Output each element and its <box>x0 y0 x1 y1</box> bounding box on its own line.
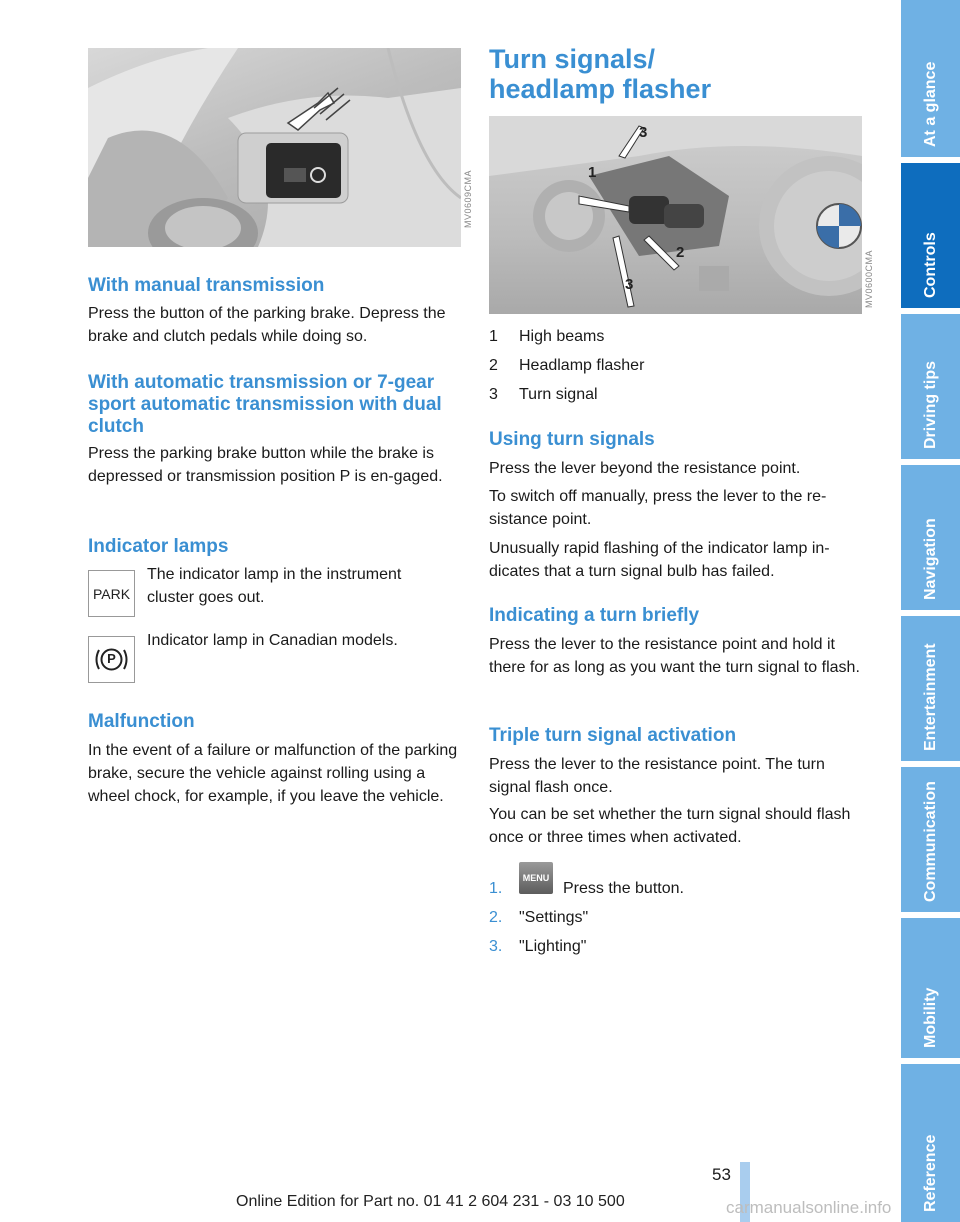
step-3: 3. "Lighting" <box>489 938 587 955</box>
manual-transmission-text: Press the button of the parking brake. Depress the brake and clutch pedals while doing so. <box>88 305 446 345</box>
step-2: 2. "Settings" <box>489 909 589 926</box>
section-title <box>489 44 711 104</box>
tab-communication[interactable]: Communication <box>901 767 960 912</box>
legend-item: 2 Headlamp flasher <box>489 357 645 374</box>
turn-signal-lever-photo <box>489 116 862 314</box>
canadian-brake-indicator-icon <box>88 636 135 683</box>
edition-line: Online Edition for Part no. 01 41 2 604 231 - 03 10 500 <box>236 1193 625 1210</box>
using-p2: To switch off manually, press the lever to the re-sistance point. <box>489 488 827 528</box>
park-indicator-icon <box>88 570 135 617</box>
lever-illustration <box>489 116 862 314</box>
photo-label-2: 2 <box>676 244 685 261</box>
photo-label-3-bottom: 3 <box>625 276 634 293</box>
step-1: 1. <box>489 880 503 897</box>
using-p3: Unusually rapid flashing of the indicator lamp in-dicates that a turn signal bulb has failed. <box>489 540 830 580</box>
automatic-transmission-heading: With automatic transmission or 7-gear sport automatic transmission with dual clutch <box>88 372 442 437</box>
malfunction-heading: Malfunction <box>88 711 195 732</box>
legend-item: 1 High beams <box>489 328 605 345</box>
manual-transmission-heading: With manual transmission <box>88 275 325 296</box>
indicating-briefly-heading: Indicating a turn briefly <box>489 605 700 626</box>
triple-p2: You can be set whether the turn signal should flash once or three times when activated. <box>489 806 851 846</box>
menu-button-icon <box>519 862 553 894</box>
menu-icon-label: MENU <box>522 873 550 883</box>
watermark: carmanualsonline.info <box>726 1198 892 1217</box>
title-line-2: headlamp flasher <box>489 74 712 104</box>
tab-controls[interactable]: Controls <box>901 163 960 308</box>
using-p1: Press the lever beyond the resistance point. <box>489 460 801 477</box>
tab-entertainment[interactable]: Entertainment <box>901 616 960 761</box>
photo-label-1: 1 <box>588 164 597 181</box>
title-line-1: Turn signals/ <box>489 44 656 74</box>
tab-reference[interactable]: Reference <box>901 1064 960 1222</box>
tab-driving-tips[interactable]: Driving tips <box>901 314 960 459</box>
photo-label-3-top: 3 <box>639 124 648 141</box>
tab-mobility[interactable]: Mobility <box>901 918 960 1058</box>
park-icon-label: PARK <box>92 585 131 602</box>
park-indicator-text: The indicator lamp in the instrument cluster goes out. <box>147 566 402 606</box>
tab-at-a-glance[interactable]: At a glance <box>901 0 960 157</box>
briefly-text: Press the lever to the resistance point and hold it there for as long as you want the turn signal to flash. <box>489 636 860 676</box>
triple-p1: Press the lever to the resistance point. The turn signal flash once. <box>489 756 825 796</box>
tab-navigation[interactable]: Navigation <box>901 465 960 610</box>
legend-item: 3 Turn signal <box>489 386 598 403</box>
indicator-lamps-heading: Indicator lamps <box>88 536 229 557</box>
parking-brake-photo <box>88 48 461 247</box>
automatic-transmission-text: Press the parking brake button while the brake is depressed or transmission position P is en-gaged. <box>88 445 443 485</box>
step-1-text: Press the button. <box>563 880 684 897</box>
photo-code: MV0609CMA <box>463 170 473 229</box>
photo-code-right: MV0600CMA <box>864 250 874 309</box>
parking-brake-illustration <box>88 48 461 247</box>
using-turn-signals-heading: Using turn signals <box>489 429 655 450</box>
page-number: 53 <box>712 1165 731 1184</box>
canadian-indicator-text: Indicator lamp in Canadian models. <box>147 632 398 649</box>
triple-activation-heading: Triple turn signal activation <box>489 725 737 746</box>
canadian-icon-label: P <box>107 651 116 666</box>
malfunction-text: In the event of a failure or malfunction of the parking brake, secure the vehicle against rolling using a wheel chock, for example, if you leave the vehicle. <box>88 742 458 805</box>
